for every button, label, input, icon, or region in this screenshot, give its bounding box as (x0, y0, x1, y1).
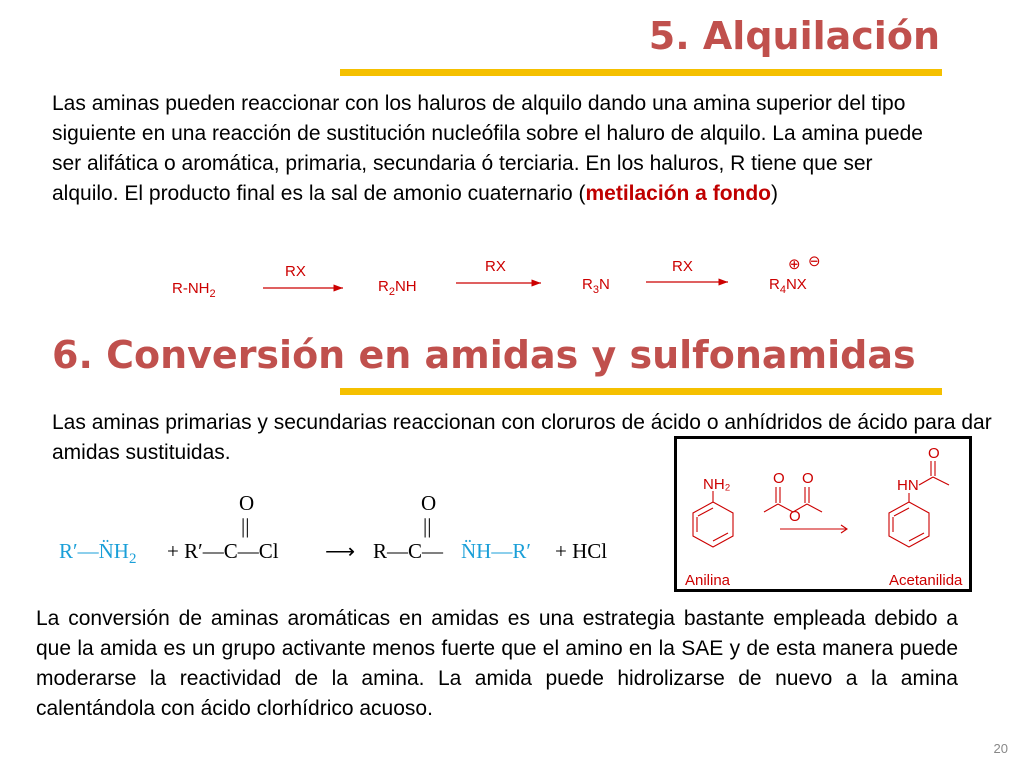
highlight-text: metilación a fondo (585, 182, 771, 205)
alquilacion-paragraph (52, 89, 932, 209)
conclusion-paragraph: La conversión de aminas aromáticas en amidas es una estrategia bastante empleada debido a que la amida es un grupo activante menos fuerte que el amino en la SAE y de esta manera puede moderarse la reactividad de la amina. La amida puede hidrolizarse de nuevo a la amina calentándola con ácido clorhídrico acuoso. (36, 607, 958, 720)
oxygen-label: O (802, 470, 814, 487)
double-bond: || (241, 514, 250, 538)
anilina-label: Anilina (685, 572, 731, 589)
amide-equation (55, 485, 635, 580)
amidas-paragraph: Las aminas primarias y secundarias reaccionan con cloruros de ácido o anhídridos de ácido para dar amidas sustituidas. (52, 411, 992, 464)
acetanilida-label: Acetanilida (889, 572, 963, 589)
reaction-arrow: ⟶ (325, 539, 356, 563)
acyl-chloride: + R′—C—Cl (167, 539, 279, 563)
positive-charge-icon: ⊕ (788, 256, 801, 273)
oxygen-label: O (789, 508, 801, 525)
species-rnh2: $R-NH_2$ (172, 280, 216, 300)
amide-acyl: R—C— (373, 539, 444, 563)
oxygen-label: O (773, 470, 785, 487)
species-r3n: $R_3N$ (582, 276, 610, 296)
section-title-amidas: 6. Conversión en amidas y sulfonamidas (52, 333, 916, 377)
benzene-ring (889, 502, 929, 547)
species-r2nh: $R_2NH$ (378, 278, 417, 298)
paragraph-text-end: ) (771, 182, 778, 205)
section-title-alquilacion: 5. Alquilación (648, 14, 940, 58)
carbonyl-oxygen: O (239, 491, 255, 515)
amine-reactant: $R'—N̈H_2$ (59, 539, 137, 567)
amide-amine: N̈H—R′ (461, 539, 531, 563)
benzene-ring (693, 502, 733, 547)
oxygen-label: O (928, 445, 940, 462)
species-r4nx: $R_4NX$ (769, 276, 807, 296)
acetylation-figure (674, 436, 972, 592)
page-number: 20 (993, 741, 1008, 756)
reagent-label: RX (485, 258, 506, 275)
hcl-product: + HCl (555, 539, 608, 563)
reagent-label: RX (672, 258, 693, 275)
carbonyl-oxygen: O (421, 491, 437, 515)
reagent-label: RX (285, 263, 306, 280)
negative-charge-icon: ⊖ (808, 253, 821, 270)
nh2-label: NH₂ (703, 476, 731, 493)
alkylation-scheme (160, 252, 840, 307)
acetylation-scheme (677, 439, 969, 589)
accent-bar (340, 388, 942, 395)
hn-label: HN (897, 477, 919, 494)
paragraph-text: Las aminas pueden reaccionar con los haluros de alquilo dando una amina superior del tipo siguiente en una reacción de sustitución nucleófila sobre el haluro de alquilo. La amina puede ser alifática o aromática, primaria, secundaria ó terciaria. En los haluros, R tiene que ser alquilo. El producto final es la sal de amonio cuaternario ( (52, 92, 923, 205)
double-bond: || (423, 514, 432, 538)
accent-bar (340, 69, 942, 76)
